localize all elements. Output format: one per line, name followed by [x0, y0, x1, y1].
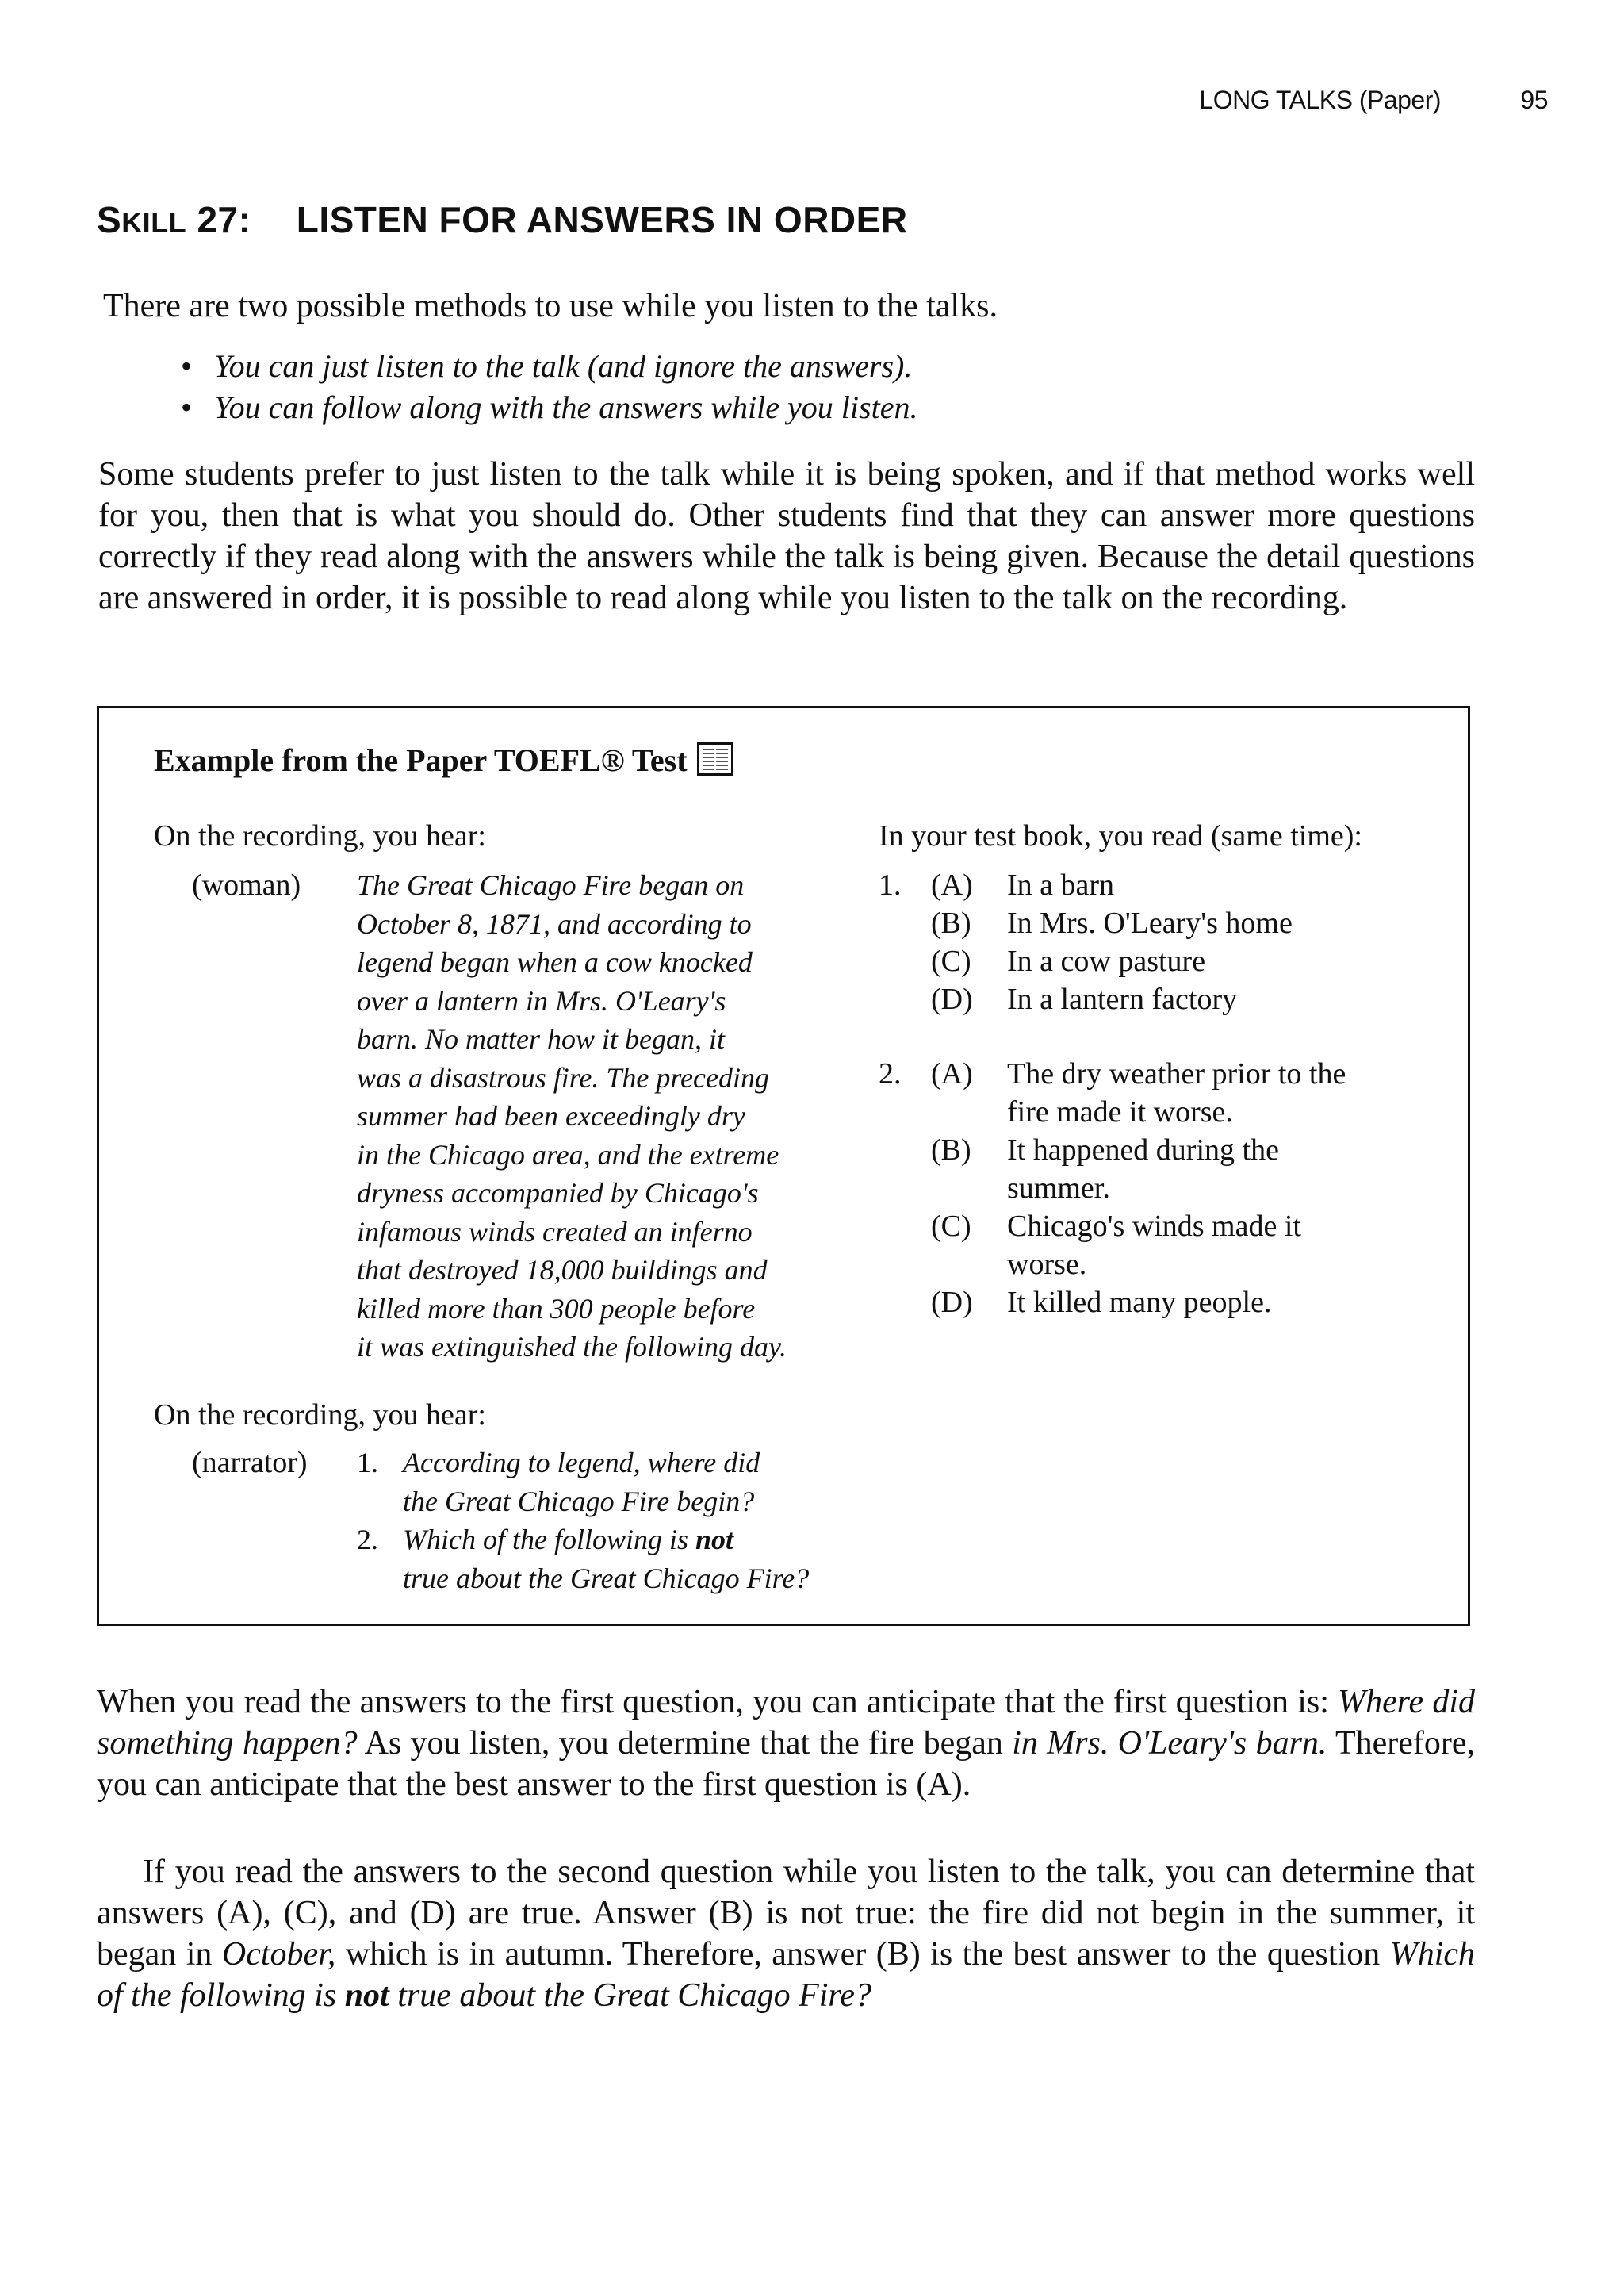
text-run: If you read the answers to the second question while you listen to the talk, you can determine that answers (A), (C), and (D) are true. Answer (B) is not true: the fire did not begin in the summer, it began in	[97, 1854, 1475, 1973]
talk-line: infamous winds created an inferno	[357, 1215, 753, 1248]
text-run: When you read the answers to the first question, you can anticipate that the first question is:	[97, 1684, 1339, 1720]
option-row	[879, 1131, 1346, 1169]
bullet-item	[181, 387, 918, 428]
option-row	[879, 942, 1293, 980]
page-number: 95	[1520, 86, 1548, 114]
option-row	[879, 980, 1293, 1018]
italic-run: Which of the following is	[97, 1936, 1476, 2014]
bullet-text: You can just listen to the talk (and ignore the answers).	[214, 348, 913, 384]
italic-run: Where did something happen?	[97, 1684, 1475, 1762]
talk-line: dryness accompanied by Chicago's	[357, 1177, 759, 1209]
talk-line: over a lantern in Mrs. O'Leary's	[357, 984, 726, 1017]
skill-heading	[97, 198, 908, 241]
paragraph-first-question	[97, 1681, 1475, 1805]
talk-line: killed more than 300 people before	[357, 1292, 756, 1325]
question-text-continued: the Great Chicago Fire begin?	[403, 1485, 755, 1517]
talk-line: The Great Chicago Fire began on	[357, 869, 745, 901]
option-letter: (D)	[931, 983, 973, 1016]
talk-line: summer had been exceedingly dry	[357, 1100, 745, 1132]
question-2-options	[879, 1055, 1346, 1321]
question-number: 2.	[357, 1524, 378, 1555]
option-row	[879, 904, 1293, 942]
option-letter: (C)	[931, 1210, 971, 1243]
option-row	[879, 866, 1293, 904]
hear-label-1: On the recording, you hear:	[154, 819, 486, 853]
talk-line: in the Chicago area, and the extreme	[357, 1138, 779, 1171]
option-text: It killed many people.	[1007, 1286, 1272, 1319]
bullet-dot-icon: •	[181, 389, 193, 425]
bullet-text: You can follow along with the answers while you listen.	[214, 389, 918, 425]
option-text: The dry weather prior to the	[1007, 1057, 1346, 1091]
question-number: 1.	[879, 868, 902, 902]
option-letter: (A)	[931, 868, 973, 902]
talk-line: barn. No matter how it began, it	[357, 1023, 726, 1055]
book-icon	[697, 742, 733, 776]
talk-line: that destroyed 18,000 buildings and	[357, 1254, 768, 1286]
option-text: In a cow pasture	[1007, 945, 1206, 978]
text-run: As you listen, you determine that the fire began	[357, 1725, 1013, 1762]
option-letter: (B)	[931, 907, 971, 940]
intro-sentence: There are two possible methods to use while you listen to the talks.	[103, 288, 998, 324]
speaker-woman: (woman)	[192, 868, 301, 902]
talk-line: was a disastrous fire. The preceding	[357, 1061, 769, 1094]
option-text-continued: summer.	[1007, 1171, 1110, 1205]
method-bullets	[181, 346, 918, 428]
bold-italic-run: not	[344, 1977, 389, 2014]
question-1-options	[879, 866, 1293, 1018]
paragraph-second-question	[97, 1851, 1475, 2016]
option-text: In a lantern factory	[1007, 983, 1238, 1016]
question-line	[357, 1444, 809, 1482]
option-text: Chicago's winds made it	[1007, 1210, 1301, 1243]
bullet-dot-icon: •	[181, 348, 193, 384]
talk-transcript	[357, 866, 787, 1367]
example-title-text: Example from the Paper TOEFL® Test	[154, 742, 688, 778]
speaker-narrator: (narrator)	[192, 1446, 308, 1479]
paragraph-methods: Some students prefer to just listen to the talk while it is being spoken, and if that method works well for you, then that is what you should do. Other students find that they can answer more questions correctly if they read along with the answers while the talk is being given. Because the detail questions are answered in order, it is possible to read along while you listen to the talk on the recording.	[98, 456, 1475, 616]
skill-label-rest: KILL	[121, 206, 187, 239]
question-text-continued: true about the Great Chicago Fire?	[403, 1562, 810, 1594]
bullet-item	[181, 346, 917, 387]
italic-run: true about the Great Chicago Fire?	[389, 1977, 871, 2014]
skill-title: LISTEN FOR ANSWERS IN ORDER	[296, 199, 908, 240]
option-row	[879, 1283, 1346, 1321]
question-line	[357, 1520, 809, 1559]
question-text: Which of the following is	[403, 1524, 695, 1555]
italic-run: October,	[221, 1936, 336, 1973]
skill-label-first: S	[97, 199, 122, 240]
italic-run: in Mrs. O'Leary's barn.	[1012, 1725, 1327, 1762]
skill-number: 27:	[197, 199, 251, 240]
text-run: which is in autumn. Therefore, answer (B) is the best answer to the question	[335, 1936, 1390, 1973]
text-run: Therefore, you can anticipate that the best answer to the first question is (A).	[97, 1725, 1475, 1803]
option-letter: (A)	[931, 1057, 973, 1091]
talk-line: legend began when a cow knocked	[357, 946, 753, 978]
question-text: According to legend, where did	[403, 1447, 760, 1478]
option-text-continued: fire made it worse.	[1007, 1095, 1233, 1129]
running-title: LONG TALKS (Paper)	[1199, 86, 1442, 114]
option-letter: (C)	[931, 945, 971, 978]
narrator-questions	[357, 1444, 809, 1597]
option-text: In a barn	[1007, 868, 1115, 902]
option-row	[879, 1207, 1346, 1245]
talk-line: it was extinguished the following day.	[357, 1331, 787, 1363]
option-row	[879, 1055, 1346, 1093]
question-number: 2.	[879, 1057, 902, 1091]
example-title	[154, 742, 733, 779]
option-text: It happened during the	[1007, 1133, 1279, 1167]
question-number: 1.	[357, 1447, 378, 1478]
question-emphasis: not	[695, 1524, 734, 1555]
hear-label-2: On the recording, you hear:	[154, 1398, 486, 1432]
read-label: In your test book, you read (same time):	[879, 819, 1362, 853]
option-letter: (B)	[931, 1133, 971, 1167]
talk-line: October 8, 1871, and according to	[357, 907, 752, 940]
option-text: In Mrs. O'Leary's home	[1007, 907, 1293, 940]
option-letter: (D)	[931, 1286, 973, 1319]
option-text-continued: worse.	[1007, 1248, 1087, 1281]
running-header	[1199, 86, 1548, 115]
